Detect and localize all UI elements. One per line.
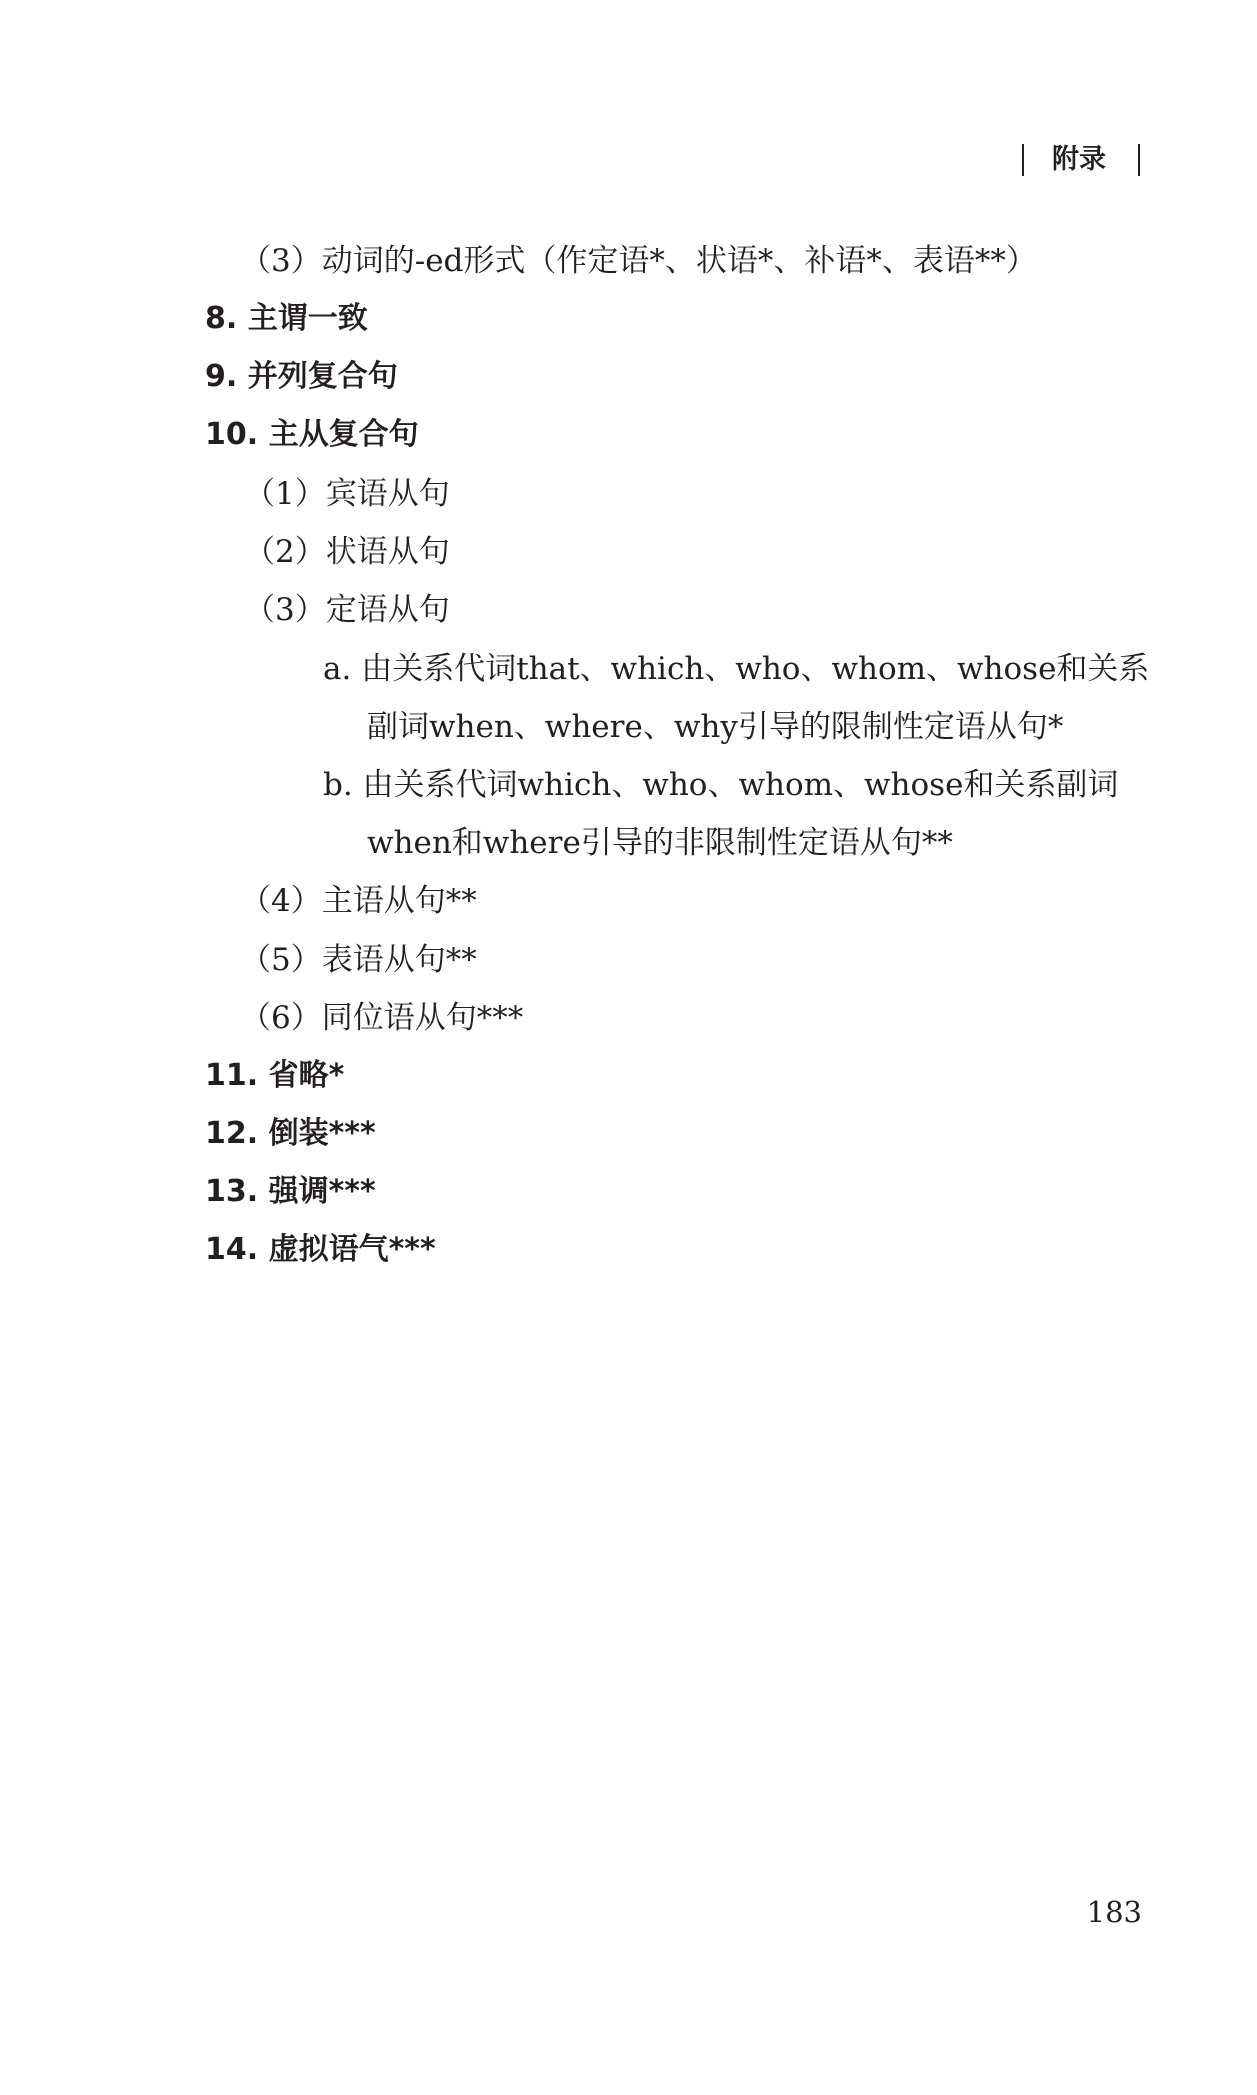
sub-item-subject-clause: （4）主语从句** <box>240 883 477 919</box>
section-heading-12: 12. 倒装*** <box>205 1116 376 1151</box>
header-right-bar <box>1138 144 1140 176</box>
section-heading-9: 9. 并列复合句 <box>205 359 398 394</box>
list-item-b-line-2: when和where引导的非限制性定语从句** <box>367 825 953 861</box>
list-item-b-line-1: b. 由关系代词which、who、whom、whose和关系副词 <box>323 767 1119 803</box>
sub-item-adverbial-clause: （2）状语从句 <box>244 534 450 570</box>
header-section-title: 附录 <box>1052 144 1106 175</box>
page-number: 183 <box>1086 1895 1142 1929</box>
section-heading-10: 10. 主从复合句 <box>205 417 419 452</box>
sub-item-ed-form: （3）动词的-ed形式（作定语*、状语*、补语*、表语**） <box>240 243 1037 279</box>
sub-item-attributive-clause: （3）定语从句 <box>244 592 450 628</box>
section-heading-13: 13. 强调*** <box>205 1174 376 1209</box>
list-item-a-line-1: a. 由关系代词that、which、who、whom、whose和关系 <box>323 651 1150 687</box>
section-heading-11: 11. 省略* <box>205 1058 345 1093</box>
sub-item-appositive-clause: （6）同位语从句*** <box>240 1000 524 1036</box>
header-left-bar <box>1022 144 1024 176</box>
running-header <box>1022 140 1142 180</box>
list-item-a-line-2: 副词when、where、why引导的限制性定语从句* <box>367 709 1064 745</box>
sub-item-predicative-clause: （5）表语从句** <box>240 942 477 978</box>
section-heading-14: 14. 虚拟语气*** <box>205 1232 436 1267</box>
sub-item-object-clause: （1）宾语从句 <box>244 476 450 512</box>
section-heading-8: 8. 主谓一致 <box>205 301 368 336</box>
